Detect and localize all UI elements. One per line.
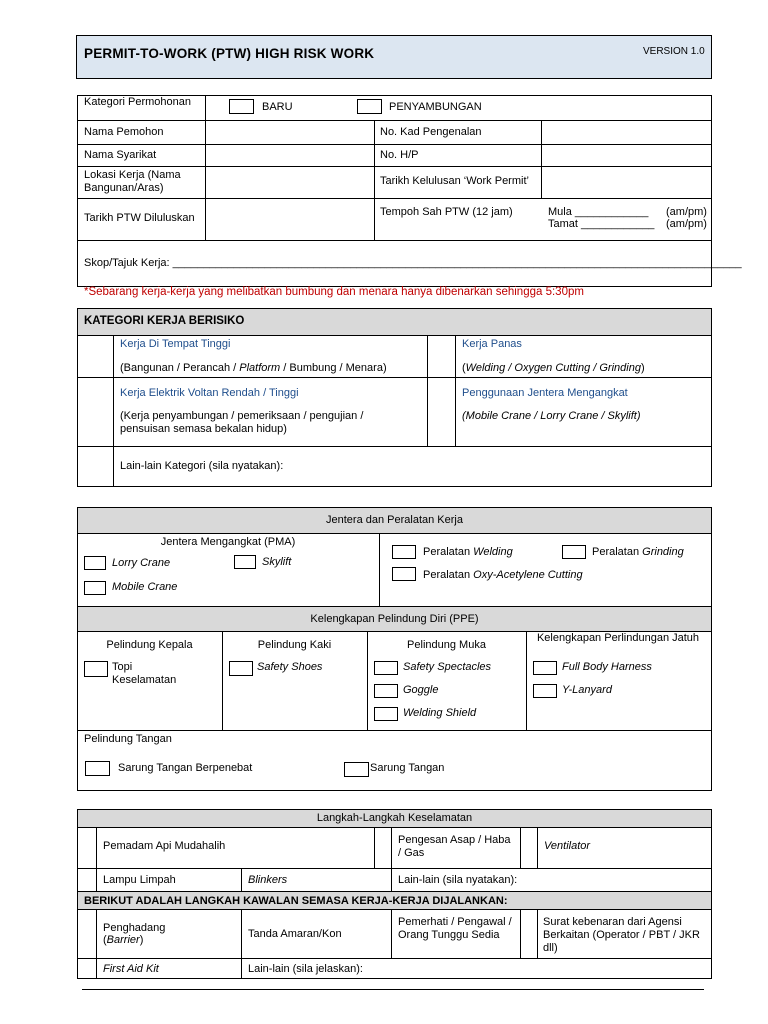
lifting-work-checkbox[interactable] bbox=[428, 378, 455, 446]
harness-checkbox[interactable] bbox=[533, 661, 557, 675]
observer-label: Pemerhati / Pengawal / Orang Tunggu Sedia bbox=[398, 916, 512, 941]
skylift-label: Skylift bbox=[262, 556, 292, 568]
skylift-checkbox[interactable] bbox=[234, 555, 256, 569]
first-aid-checkbox[interactable] bbox=[78, 959, 96, 978]
other-explain-label: Lain-lain (sila jelaskan): bbox=[248, 963, 363, 975]
mobile-crane-checkbox[interactable] bbox=[84, 581, 106, 595]
applicant-name-field[interactable] bbox=[206, 121, 374, 144]
lorry-crane-label: Lorry Crane bbox=[112, 557, 171, 569]
permit-approval-label: Tarikh Kelulusan ‘Work Permit’ bbox=[380, 175, 529, 187]
validity-label: Tempoh Sah PTW (12 jam) bbox=[380, 206, 513, 218]
footer-rule bbox=[82, 989, 704, 990]
permit-approval-field[interactable] bbox=[542, 167, 712, 198]
end-ampm: (am/pm) bbox=[666, 218, 707, 230]
lifting-work-desc: (Mobile Crane / Lorry Crane / Skylift) bbox=[462, 410, 641, 422]
lorry-crane-checkbox[interactable] bbox=[84, 556, 106, 570]
floodlight-label: Lampu Limpah bbox=[103, 874, 176, 886]
ptw-approved-label: Tarikh PTW Diluluskan bbox=[84, 212, 195, 224]
start-label: Mula ____________ bbox=[548, 206, 649, 218]
location-label: Lokasi Kerja (Nama Bangunan/Aras) bbox=[84, 169, 181, 194]
safety-spectacles-label: Safety Spectacles bbox=[403, 661, 492, 673]
head-protection-title: Pelindung Kepala bbox=[106, 639, 193, 651]
agency-permit-label: Surat kebenaran dari Agensi Berkaitan (Operator / PBT / JKR dll) bbox=[543, 916, 700, 954]
barrier-english: (Barrier) bbox=[103, 934, 144, 946]
observer-checkbox[interactable] bbox=[521, 910, 537, 958]
helmet-label: Topi Keselamatan bbox=[112, 661, 177, 686]
phone-field[interactable] bbox=[542, 145, 712, 166]
blinkers-label: Blinkers bbox=[248, 874, 288, 886]
goggle-checkbox[interactable] bbox=[374, 684, 398, 698]
safety-shoes-label: Safety Shoes bbox=[257, 661, 323, 673]
scope-label: Skop/Tajuk Kerja: _____________________________________________________________________________________________ bbox=[84, 257, 742, 269]
welding-shield-label: Welding Shield bbox=[403, 707, 477, 719]
first-aid-label: First Aid Kit bbox=[103, 963, 159, 975]
insulated-gloves-checkbox[interactable] bbox=[85, 761, 110, 776]
form-version: VERSION 1.0 bbox=[643, 46, 705, 57]
new-label: BARU bbox=[262, 101, 293, 113]
welding-equipment-checkbox[interactable] bbox=[392, 545, 416, 559]
risk-heading: KATEGORI KERJA BERISIKO bbox=[84, 315, 245, 327]
electrical-work-desc: (Kerja penyambungan / pemeriksaan / pengujian / pensuisan semasa bekalan hidup) bbox=[120, 410, 364, 435]
renewal-label: PENYAMBUNGAN bbox=[389, 101, 482, 113]
notice-text: *Sebarang kerja-kerja yang melibatkan bumbung dan menara hanya dibenarkan sehingga 5:30pm bbox=[84, 286, 584, 298]
electrical-work-title: Kerja Elektrik Voltan Rendah / Tinggi bbox=[120, 387, 299, 399]
gloves-label: Sarung Tangan bbox=[370, 762, 445, 774]
extinguisher-label: Pemadam Api Mudahalih bbox=[103, 840, 226, 852]
height-work-checkbox[interactable] bbox=[78, 336, 113, 377]
grinding-equipment-label: Peralatan Grinding bbox=[592, 546, 684, 558]
warning-sign-label: Tanda Amaran/Kon bbox=[248, 928, 342, 940]
category-label: Kategori Permohonan bbox=[84, 96, 192, 108]
phone-label: No. H/P bbox=[380, 149, 419, 161]
hot-work-title: Kerja Panas bbox=[462, 338, 522, 350]
end-label: Tamat ____________ bbox=[548, 218, 655, 230]
lanyard-checkbox[interactable] bbox=[533, 684, 557, 698]
other-category-label: Lain-lain Kategori (sila nyatakan): bbox=[120, 460, 284, 472]
equipment-heading: Jentera dan Peralatan Kerja bbox=[326, 514, 463, 526]
harness-label: Full Body Harness bbox=[562, 661, 652, 673]
height-work-desc: (Bangunan / Perancah / Platform / Bumbung / Menara) bbox=[120, 362, 387, 374]
goggle-label: Goggle bbox=[403, 684, 439, 696]
welding-equipment-label: Peralatan Welding bbox=[423, 546, 513, 558]
height-work-title: Kerja Di Tempat Tinggi bbox=[120, 338, 231, 350]
face-protection-title: Pelindung Muka bbox=[407, 639, 486, 651]
company-label: Nama Syarikat bbox=[84, 149, 157, 161]
other-category-checkbox[interactable] bbox=[78, 447, 113, 486]
company-field[interactable] bbox=[206, 145, 374, 166]
applicant-name-label: Nama Pemohon bbox=[84, 126, 164, 138]
lifting-work-title: Penggunaan Jentera Mengangkat bbox=[462, 387, 628, 399]
hand-protection-title: Pelindung Tangan bbox=[84, 733, 172, 745]
pma-title: Jentera Mengangkat (PMA) bbox=[160, 536, 296, 548]
gloves-checkbox[interactable] bbox=[344, 762, 369, 777]
welding-shield-checkbox[interactable] bbox=[374, 707, 398, 721]
ic-no-field[interactable] bbox=[542, 121, 712, 144]
safety-shoes-checkbox[interactable] bbox=[229, 661, 253, 676]
location-field[interactable] bbox=[206, 167, 374, 198]
gas-detector-label: Pengesan Asap / Haba / Gas bbox=[398, 834, 511, 859]
lanyard-label: Y-Lanyard bbox=[562, 684, 612, 696]
control-measures-heading: BERIKUT ADALAH LANGKAH KAWALAN SEMASA KERJA-KERJA DIJALANKAN: bbox=[84, 895, 508, 907]
hot-work-desc: (Welding / Oxygen Cutting / Grinding) bbox=[462, 362, 645, 374]
safety-spectacles-checkbox[interactable] bbox=[374, 661, 398, 675]
insulated-gloves-label: Sarung Tangan Berpenebat bbox=[118, 762, 253, 774]
floodlight-checkbox[interactable] bbox=[78, 869, 96, 891]
helmet-checkbox[interactable] bbox=[84, 661, 108, 677]
safety-heading: Langkah-Langkah Keselamatan bbox=[316, 812, 473, 824]
ventilator-label: Ventilator bbox=[544, 840, 591, 852]
hot-work-checkbox[interactable] bbox=[428, 336, 455, 377]
oxy-cutting-label: Peralatan Oxy-Acetylene Cutting bbox=[423, 569, 583, 581]
extinguisher-checkbox[interactable] bbox=[78, 828, 96, 868]
form-title: PERMIT-TO-WORK (PTW) HIGH RISK WORK bbox=[84, 46, 375, 61]
other-measures-label: Lain-lain (sila nyatakan): bbox=[398, 874, 518, 886]
oxy-cutting-checkbox[interactable] bbox=[392, 567, 416, 581]
mobile-crane-label: Mobile Crane bbox=[112, 581, 178, 593]
ic-no-label: No. Kad Pengenalan bbox=[380, 126, 482, 138]
ventilator-checkbox[interactable] bbox=[521, 828, 537, 868]
new-checkbox[interactable] bbox=[229, 99, 254, 114]
barrier-label: Penghadang bbox=[103, 922, 166, 934]
renewal-checkbox[interactable] bbox=[357, 99, 382, 114]
ppe-heading: Kelengkapan Pelindung Diri (PPE) bbox=[310, 613, 479, 625]
barrier-checkbox[interactable] bbox=[78, 910, 96, 958]
fall-protection-title: Kelengkapan Perlindungan Jatuh bbox=[536, 632, 700, 644]
electrical-work-checkbox[interactable] bbox=[78, 378, 113, 446]
gas-detector-checkbox[interactable] bbox=[375, 828, 391, 868]
start-ampm: (am/pm) bbox=[666, 206, 707, 218]
ptw-approved-field[interactable] bbox=[206, 199, 374, 240]
foot-protection-title: Pelindung Kaki bbox=[257, 639, 332, 651]
grinding-equipment-checkbox[interactable] bbox=[562, 545, 586, 559]
